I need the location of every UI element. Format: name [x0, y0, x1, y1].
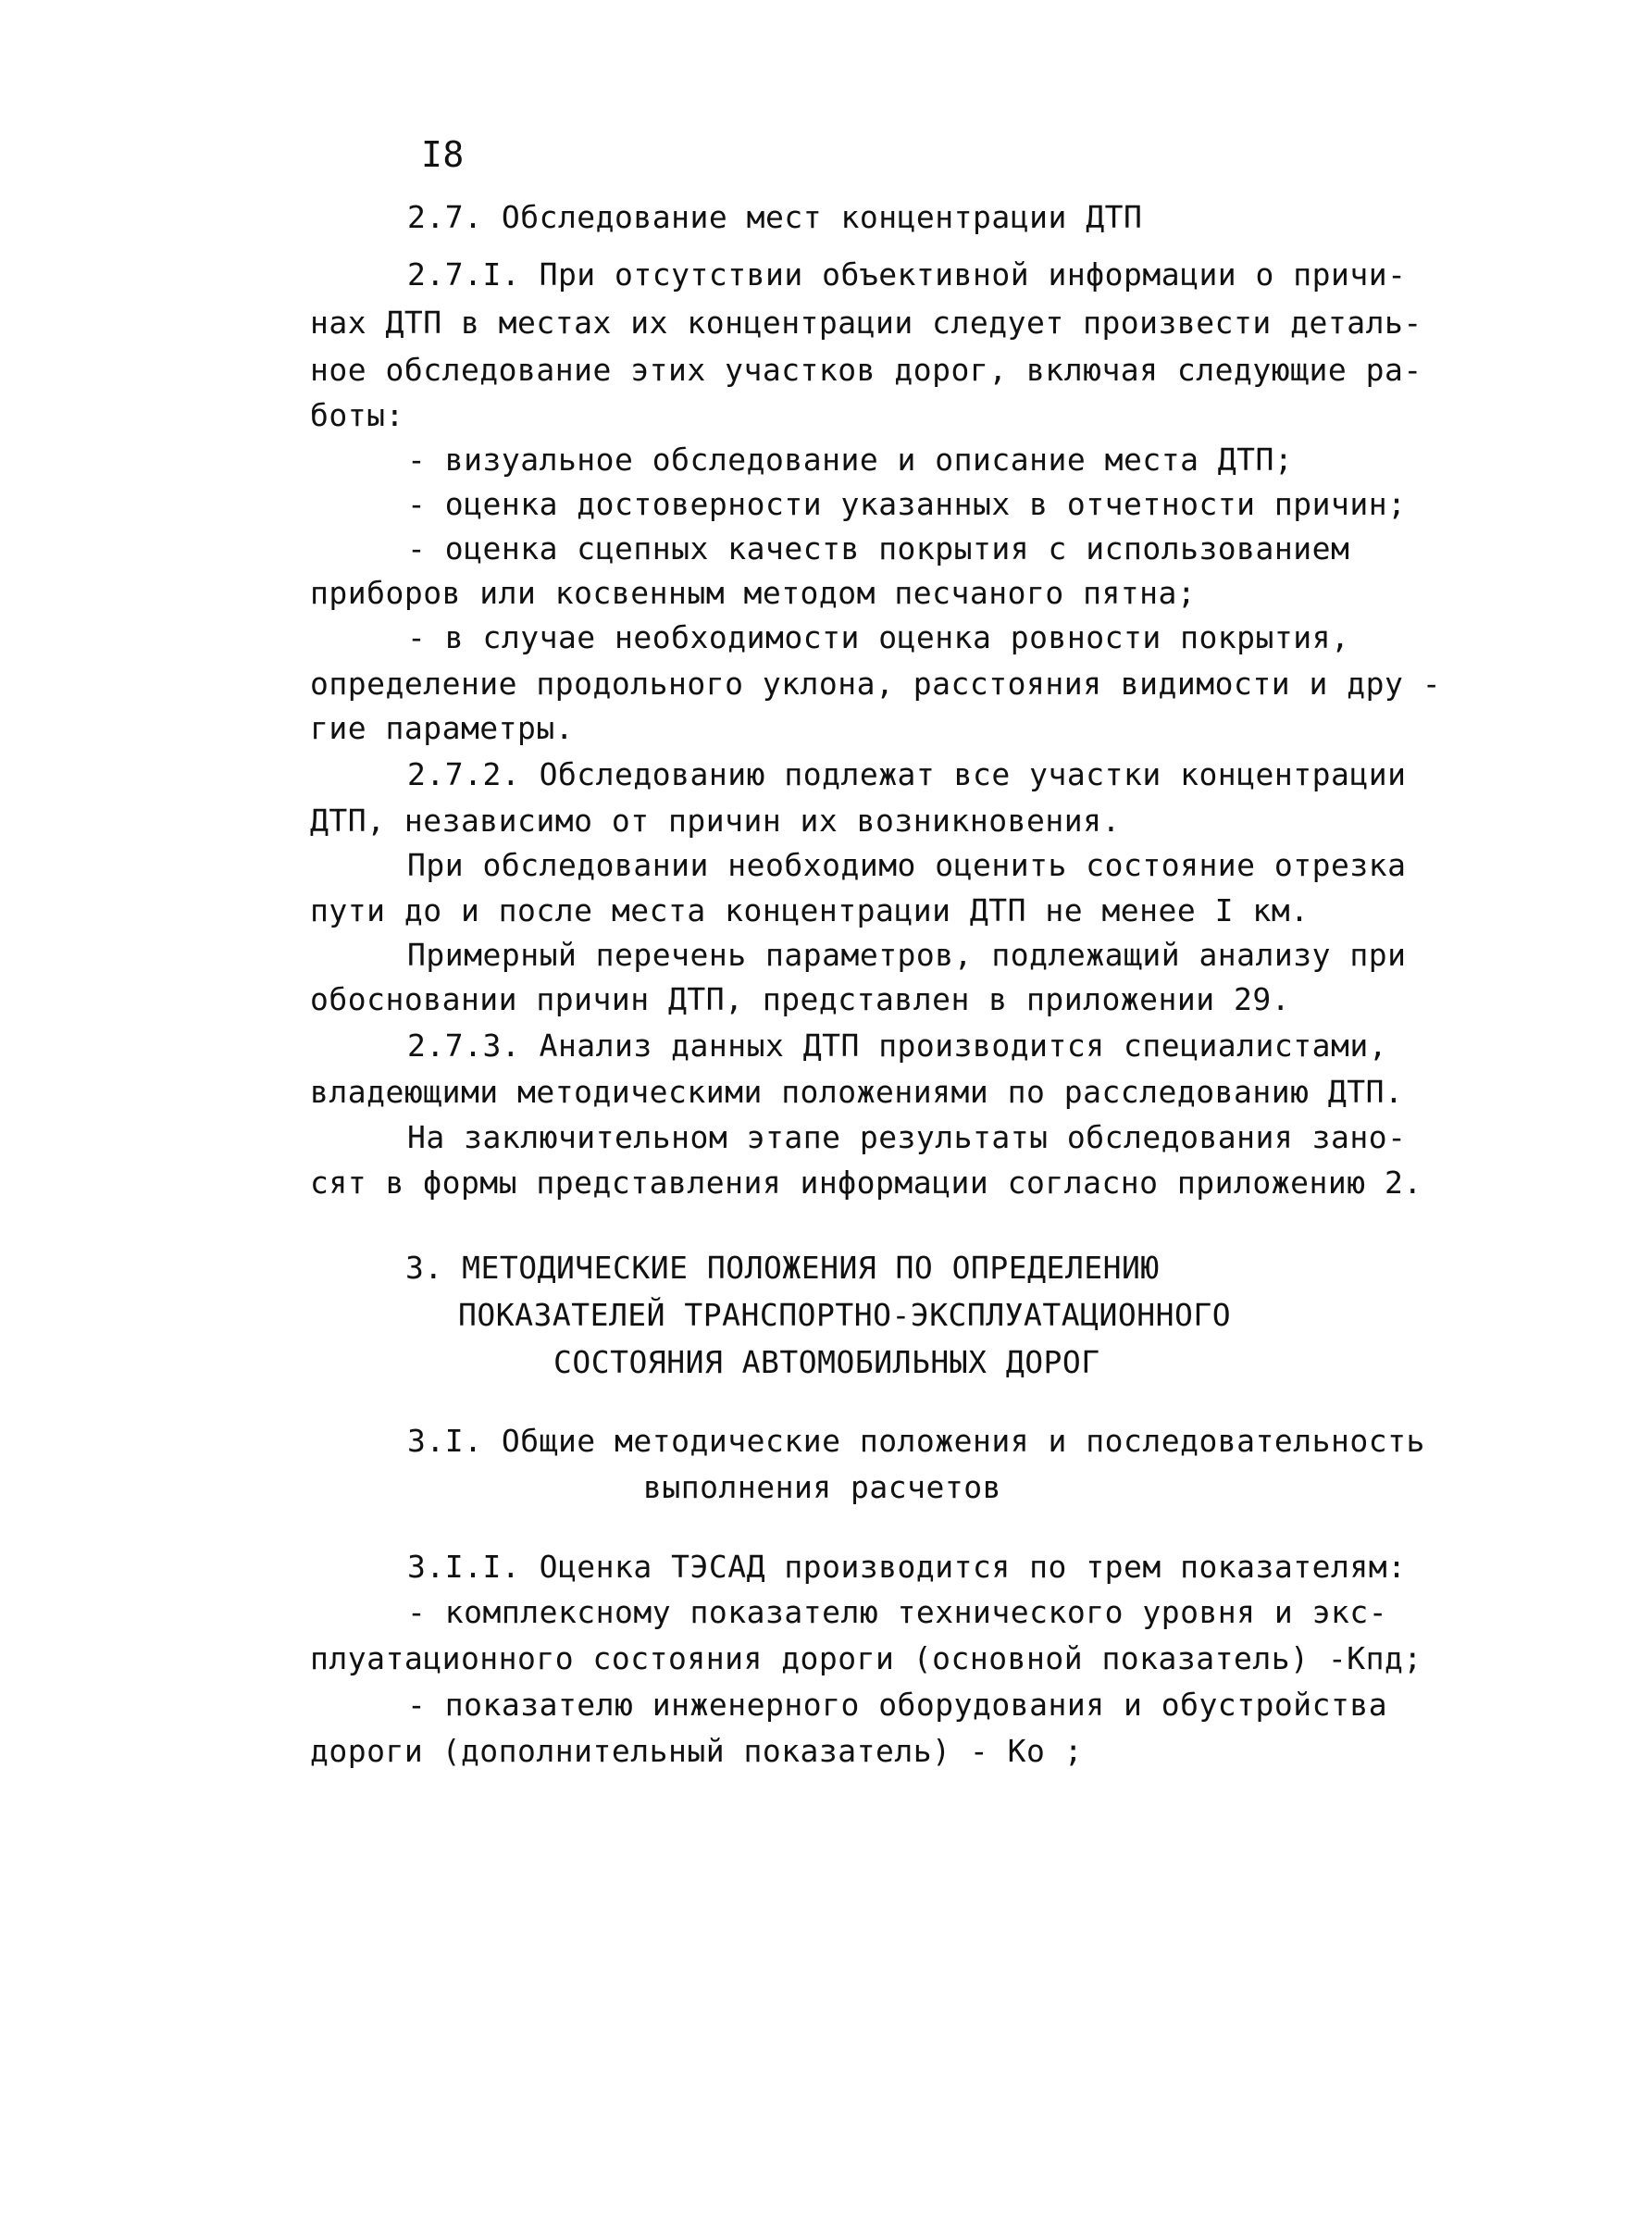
- body-line: На заключительном этапе результаты обследования зано-: [407, 1119, 1407, 1155]
- list-item: - оценка сцепных качеств покрытия с использованием: [407, 530, 1350, 567]
- body-line: плуатационного состояния дороги (основной показатель) -Кпд;: [310, 1640, 1422, 1676]
- body-line: При обследовании необходимо оценить состояние отрезка: [407, 847, 1407, 883]
- body-line: 3.I.I. Оценка ТЭСАД производится по трем показателям:: [407, 1549, 1407, 1585]
- body-line: ДТП, независимо от причин их возникновения.: [310, 803, 1121, 839]
- section-3-title-line: СОСТОЯНИЯ АВТОМОБИЛЬНЫХ ДОРОГ: [553, 1344, 1100, 1380]
- body-line: Примерный перечень параметров, подлежащий анализу при: [407, 937, 1407, 973]
- body-line: приборов или косвенным методом песчаного пятна;: [310, 575, 1197, 611]
- section-3-title-line: 3. МЕТОДИЧЕСКИЕ ПОЛОЖЕНИЯ ПО ОПРЕДЕЛЕНИЮ: [405, 1250, 1160, 1286]
- list-item: - визуальное обследование и описание места ДТП;: [407, 442, 1294, 478]
- body-line: гие параметры.: [310, 710, 575, 746]
- body-line: нах ДТП в местах их концентрации следует произвести деталь-: [310, 305, 1422, 341]
- list-item: - в случае необходимости оценка ровности покрытия,: [407, 619, 1350, 655]
- body-line: определение продольного уклона, расстояния видимости и дру -: [310, 666, 1442, 702]
- body-line: 2.7.I. При отсутствии объективной информации о причи-: [407, 256, 1407, 293]
- body-line: боты:: [310, 397, 404, 433]
- section-3-title-line: ПОКАЗАТЕЛЕЙ ТРАНСПОРТНО-ЭКСПЛУАТАЦИОННОГО: [458, 1297, 1232, 1333]
- body-line: дороги (дополнительный показатель) - Ко ;: [310, 1733, 1084, 1769]
- body-line: пути до и после места концентрации ДТП не менее I км.: [310, 892, 1310, 928]
- body-line: обосновании причин ДТП, представлен в приложении 29.: [310, 981, 1291, 1017]
- subsection-3-1-title-line: 3.I. Общие методические положения и последовательность: [407, 1423, 1425, 1459]
- list-item: - оценка достоверности указанных в отчетности причин;: [407, 486, 1407, 522]
- list-item: - показателю инженерного оборудования и обустройства: [407, 1687, 1388, 1723]
- body-line: 2.7.3. Анализ данных ДТП производится специалистами,: [407, 1028, 1388, 1064]
- body-line: сят в формы представления информации согласно приложению 2.: [310, 1165, 1422, 1201]
- body-line: 2.7.2. Обследованию подлежат все участки концентрации: [407, 756, 1407, 792]
- list-item: - комплексному показателю технического уровня и экс-: [407, 1594, 1388, 1630]
- section-2-7-title: 2.7. Обследование мест концентрации ДТП: [407, 199, 1143, 235]
- body-line: ное обследование этих участков дорог, включая следующие ра-: [310, 352, 1422, 388]
- subsection-3-1-title-line: выполнения расчетов: [643, 1469, 1001, 1505]
- page-number: I8: [421, 134, 465, 175]
- body-line: владеющими методическими положениями по расследованию ДТП.: [310, 1074, 1404, 1110]
